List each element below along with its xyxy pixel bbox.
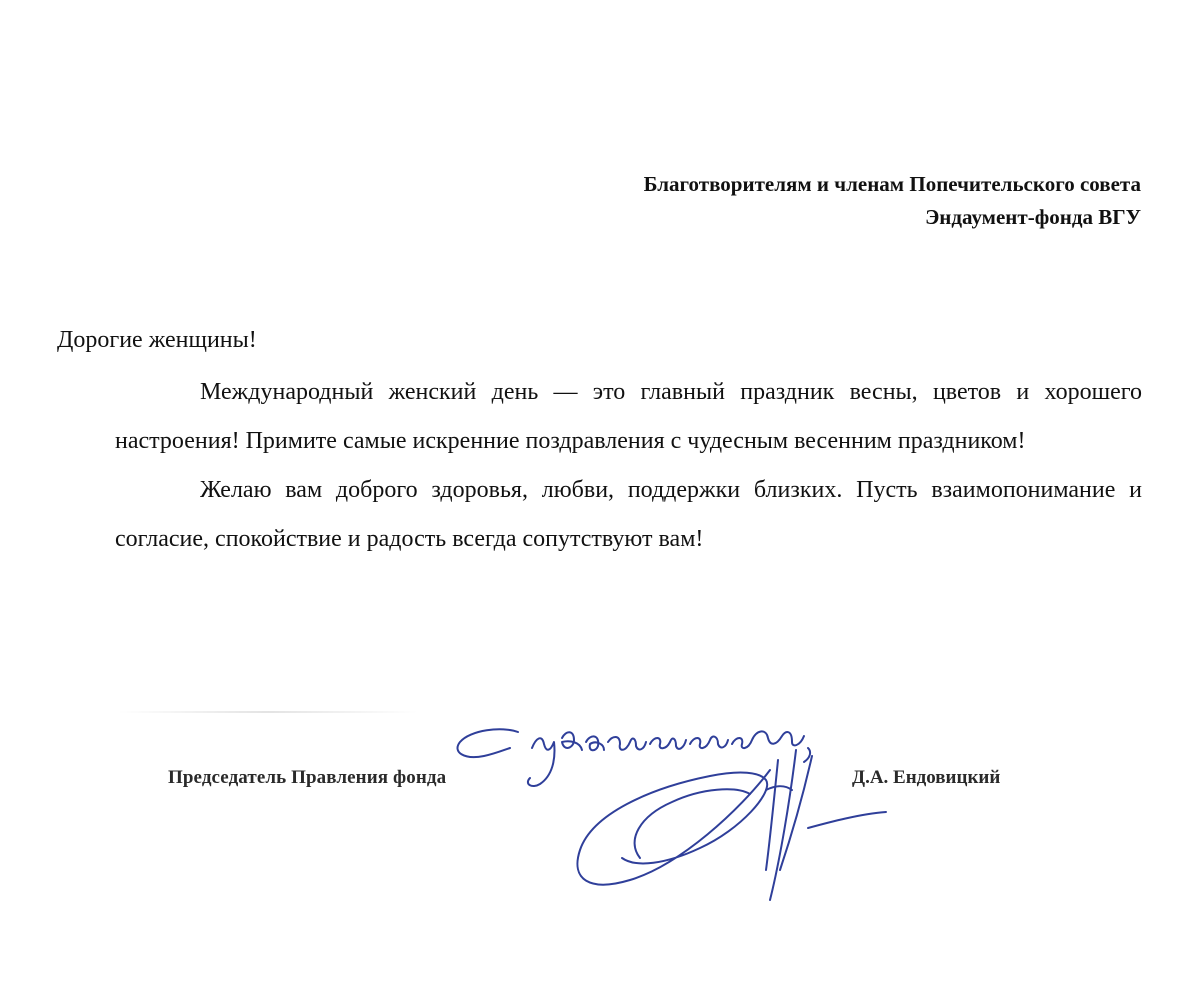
paragraph-2: Желаю вам доброго здоровья, любви, поддержки близких. Пусть взаимопонимание и согласие, спокойствие и радость всегда сопутствуют вам! xyxy=(115,477,1142,552)
letter-body xyxy=(115,368,1142,564)
signer-name: Д.А. Ендовицкий xyxy=(852,767,1001,788)
addressee-line-1: Благотворителям и членам Попечительского совета xyxy=(643,172,1141,196)
addressee-block xyxy=(441,168,1141,234)
paragraph-1: Международный женский день — это главный праздник весны, цветов и хорошего настроения! Примите самые искренние поздравления с чудесным весенним праздником! xyxy=(115,379,1142,454)
handwritten-signature xyxy=(440,690,900,910)
addressee-line-2: Эндаумент-фонда ВГУ xyxy=(925,205,1141,229)
scan-artifact-line xyxy=(118,711,418,713)
salutation: Дорогие женщины! xyxy=(57,327,257,353)
signer-position: Председатель Правления фонда xyxy=(168,767,447,788)
